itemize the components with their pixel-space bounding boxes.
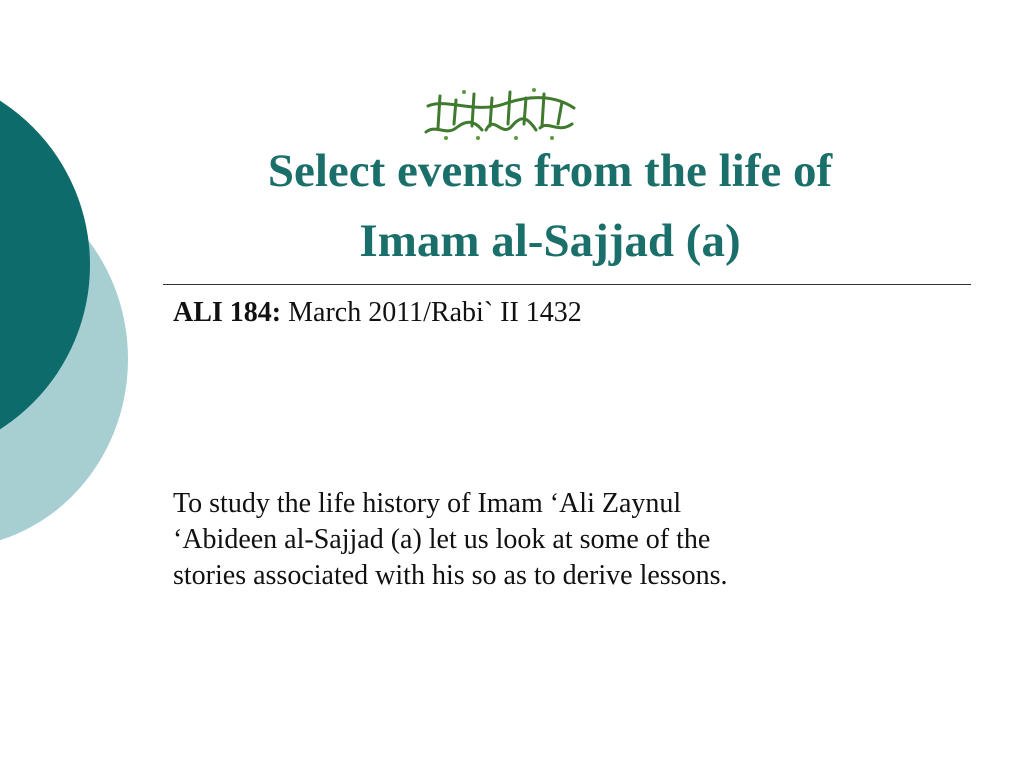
body-line-3: stories associated with his so as to derive lessons. [173, 560, 728, 591]
title-line-1: Select events from the life of [267, 145, 833, 197]
course-code: ALI 184 [173, 297, 272, 328]
body-line-2: ‘Abideen al-Sajjad (a) let us look at some of the [173, 524, 711, 555]
body-line-1: To study the life history of Imam ‘Ali Zaynul [173, 488, 682, 519]
course-info [173, 295, 582, 331]
bismillah-calligraphy-icon [416, 84, 582, 144]
slide-body [173, 486, 953, 594]
slide-title [150, 136, 950, 276]
course-date: March 2011/Rabi` II 1432 [281, 297, 582, 328]
title-line-2: Imam al-Sajjad (a) [359, 215, 741, 267]
course-separator: : [271, 297, 282, 328]
title-divider [163, 284, 971, 285]
